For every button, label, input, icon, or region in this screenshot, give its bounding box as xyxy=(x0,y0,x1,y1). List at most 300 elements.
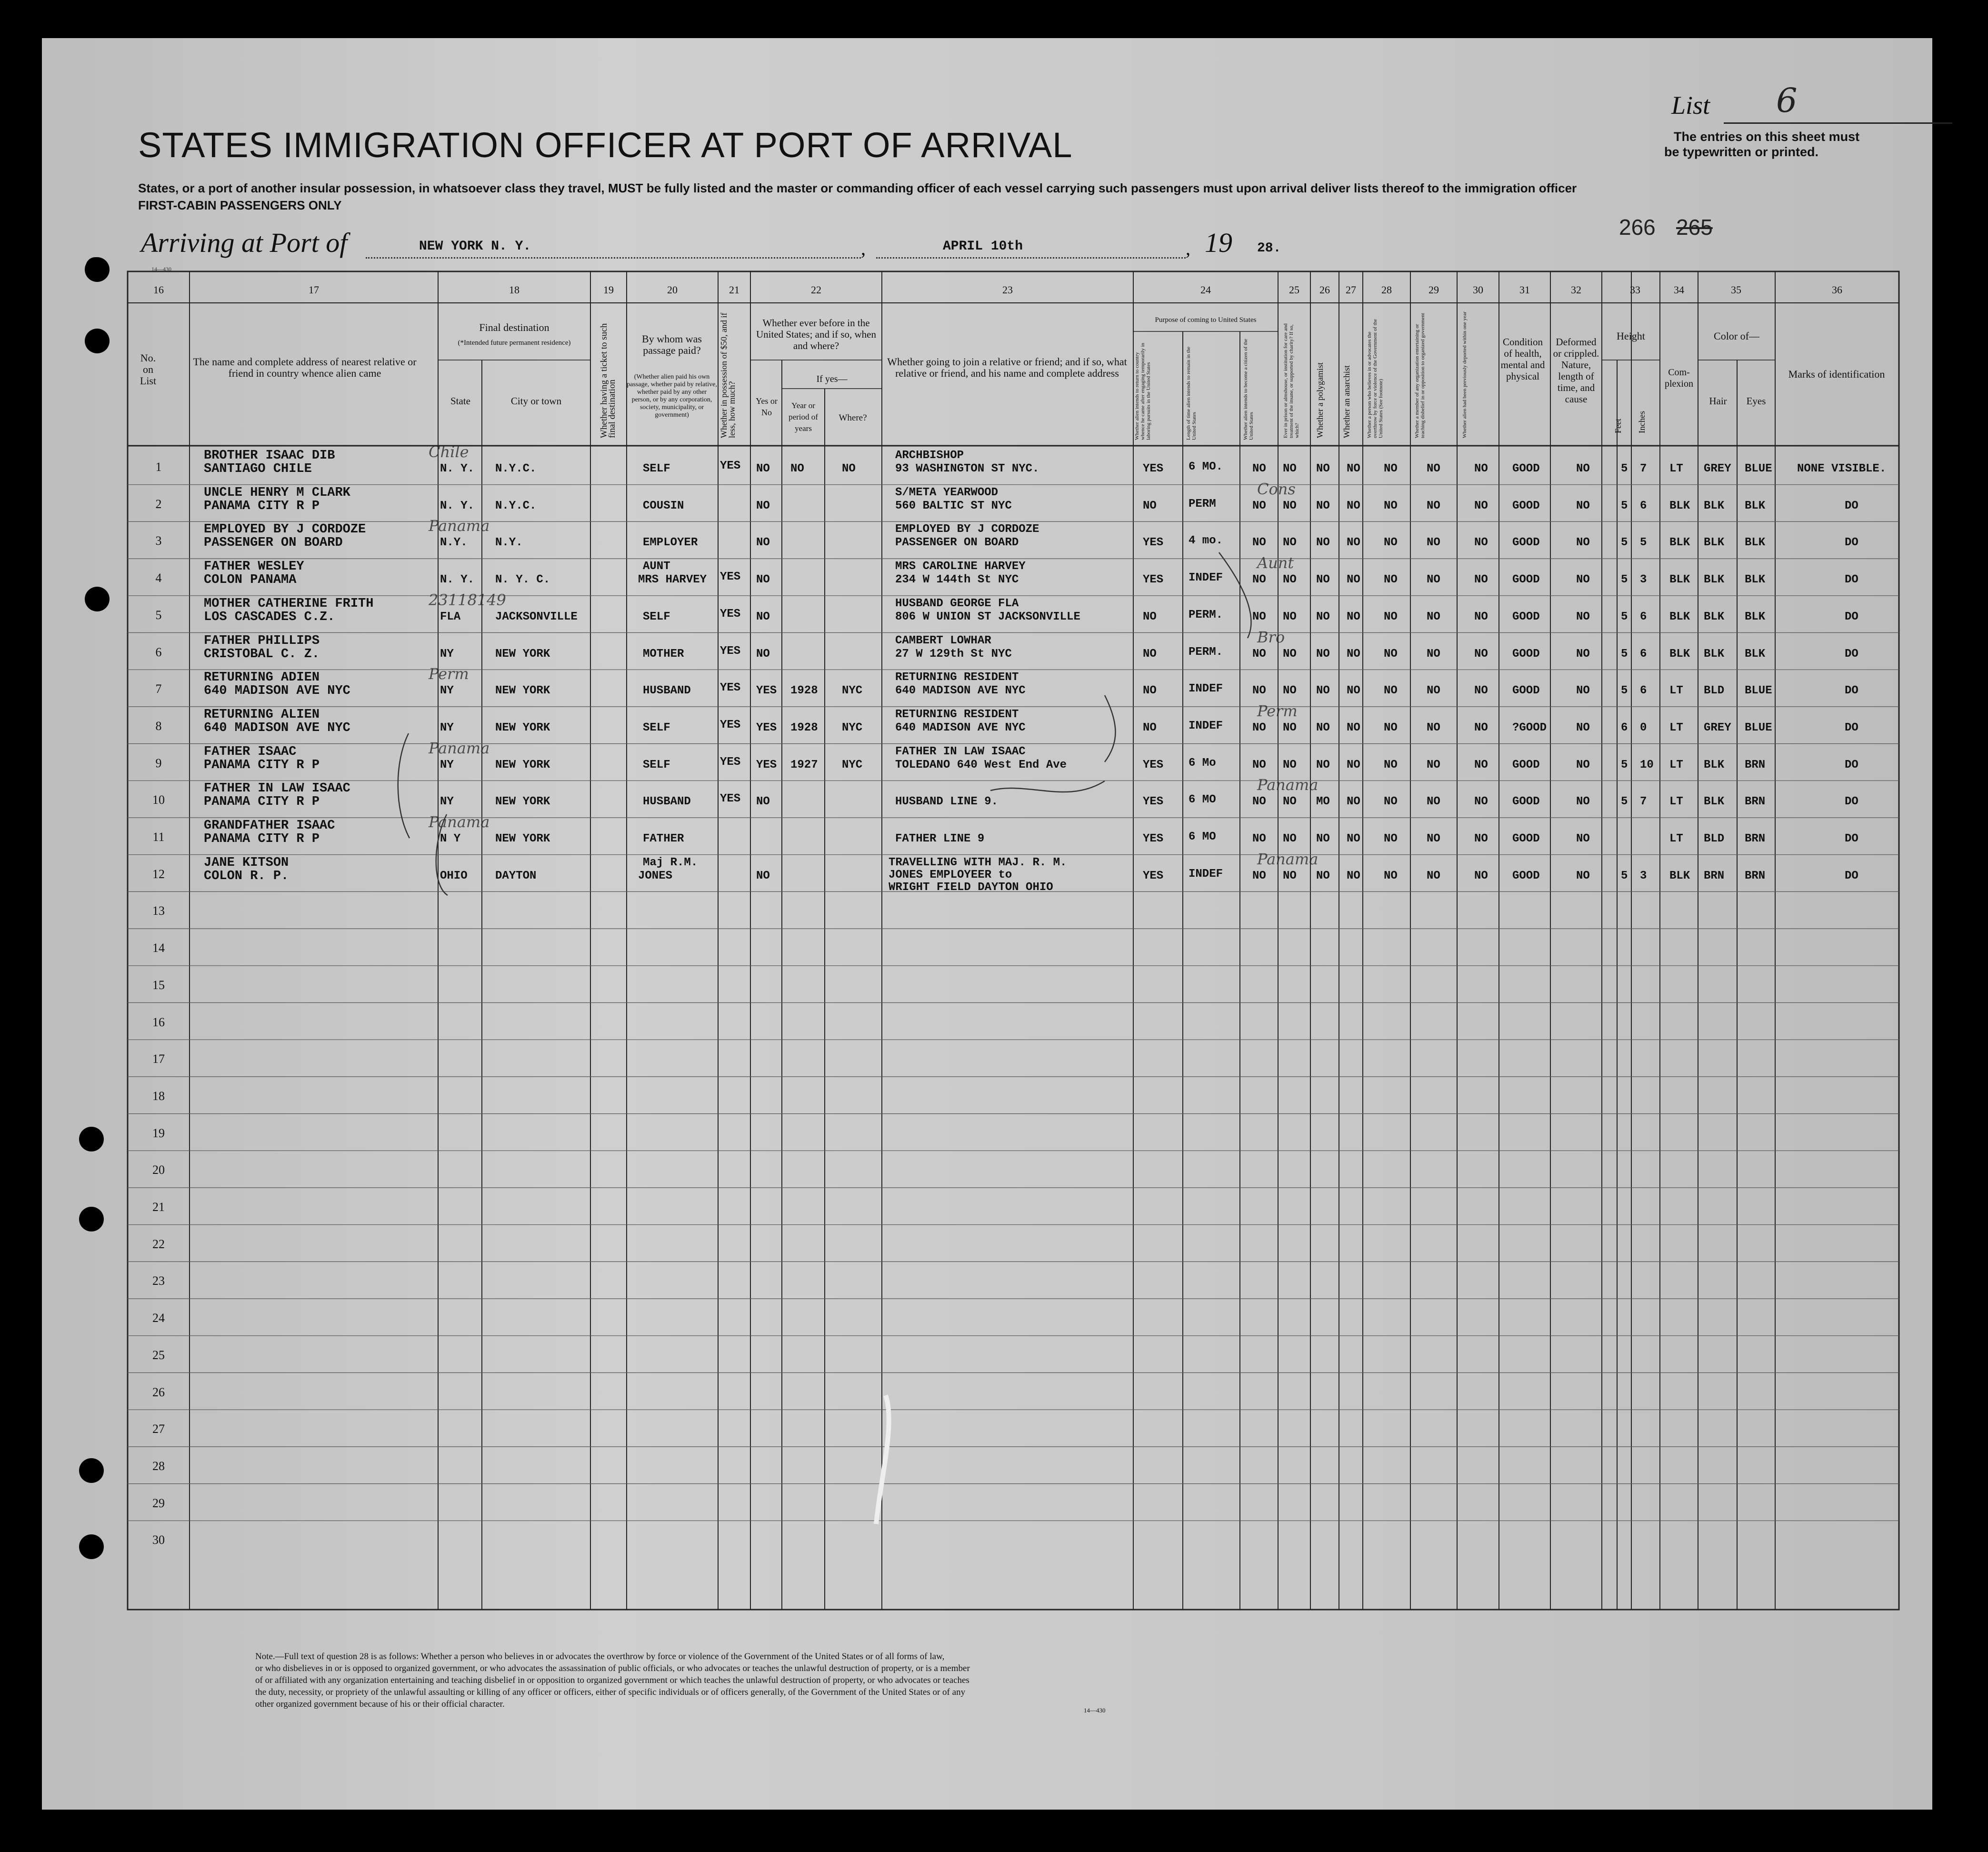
passage-paid-by: SELF xyxy=(643,610,670,623)
row-number: 27 xyxy=(152,1422,165,1436)
purpose-citizen: NO xyxy=(1252,499,1266,512)
hair-color: GREY xyxy=(1704,721,1731,734)
final-state: N. Y. xyxy=(440,573,475,587)
purpose-length: PERM. xyxy=(1189,645,1223,659)
identification-marks: DO xyxy=(1845,647,1858,661)
footnote-line: Note.—Full text of question 28 is as follows: Whether a person who believes in or advocates the overthrow by force or violence of the Government of the United States or of all forms of law, xyxy=(255,1652,945,1662)
passage-paid-by: SELF xyxy=(643,462,670,475)
passage-paid-by: SELF xyxy=(643,758,670,771)
purpose-return: YES xyxy=(1143,869,1164,882)
join-relative: RETURNING RESIDENT xyxy=(895,671,1019,684)
deported-answer: NO xyxy=(1474,721,1488,734)
typewritten-note-2: be typewritten or printed. xyxy=(1664,145,1819,159)
before-where: NYC xyxy=(842,684,863,698)
col-purpose-length: Length of time alien intends to remain in the United States xyxy=(1186,346,1197,440)
purpose-length: 6 MO xyxy=(1189,831,1216,843)
anarchist-answer: NO xyxy=(1347,462,1360,475)
complexion-value: LT xyxy=(1669,758,1683,771)
handwritten-stroke xyxy=(1219,552,1251,638)
join-address: 93 WASHINGTON ST NYC. xyxy=(895,462,1039,475)
col-polygamist: Whether a polygamist xyxy=(1315,362,1325,438)
year-prefix: 19 xyxy=(1205,227,1232,258)
purpose-return: NO xyxy=(1143,499,1157,512)
deported-answer: NO xyxy=(1474,462,1488,475)
hair-color: GREY xyxy=(1704,462,1731,475)
col-eyes: Eyes xyxy=(1746,395,1766,407)
anarchist-answer: NO xyxy=(1347,758,1360,771)
possession-50: YES xyxy=(720,460,741,472)
anarchist-answer: NO xyxy=(1347,795,1360,809)
handwritten-annotation: Bro xyxy=(1257,628,1285,646)
identification-marks: DO xyxy=(1845,573,1858,587)
join-address: 234 W 144th St NYC xyxy=(895,573,1019,587)
before-in-us: NO xyxy=(756,573,770,587)
height-inches: 5 xyxy=(1640,536,1647,550)
column-number: 19 xyxy=(603,284,614,296)
final-state: N. Y. xyxy=(440,499,475,512)
deformed-answer: NO xyxy=(1576,499,1590,512)
column-number: 36 xyxy=(1832,284,1842,296)
organization-answer: NO xyxy=(1427,684,1440,698)
col-anarchist: Whether an anarchist xyxy=(1342,365,1351,438)
organization-answer: NO xyxy=(1427,462,1440,475)
eye-color: BLK xyxy=(1745,647,1766,661)
passage-paid-by: SELF xyxy=(643,721,670,734)
column-number: 23 xyxy=(1002,284,1013,296)
deformed-answer: NO xyxy=(1576,462,1590,475)
arrival-port: NEW YORK N. Y. xyxy=(419,239,531,254)
overthrow-answer: NO xyxy=(1384,536,1398,550)
purpose-return: NO xyxy=(1143,610,1157,623)
final-city: N.Y.C. xyxy=(495,462,537,475)
height-feet: 5 xyxy=(1621,499,1628,512)
handwritten-annotation: Aunt xyxy=(1257,554,1294,572)
purpose-citizen: NO xyxy=(1252,758,1266,771)
complexion-value: LT xyxy=(1669,832,1683,845)
height-inches: 3 xyxy=(1640,869,1647,882)
final-city: NEW YORK xyxy=(495,684,550,698)
polygamist-answer: NO xyxy=(1316,462,1330,475)
purpose-length: INDEF xyxy=(1189,682,1223,696)
health-condition: GOOD xyxy=(1512,758,1540,771)
row-number: 30 xyxy=(152,1533,165,1547)
instructions-line-1: States, or a port of another insular possession, in whatsoever class they travel, MUST be fully listed and the master or commanding officer of each vessel carrying such passengers must upon arrival deliver lists thereof to the immigration officer xyxy=(138,181,1577,195)
column-number: 32 xyxy=(1571,284,1581,296)
row-number: 13 xyxy=(152,904,165,918)
organization-answer: NO xyxy=(1427,647,1440,661)
purpose-length: INDEF xyxy=(1189,867,1223,881)
prison-answer: NO xyxy=(1283,869,1297,882)
col-health: Condition of health, mental and physical xyxy=(1500,336,1545,382)
column-number: 28 xyxy=(1381,284,1392,296)
col-prison: Ever in prison or almshouse, or institution for care and treatment of the insane, or supported by charity? If so, which? xyxy=(1283,323,1300,438)
hair-color: BLD xyxy=(1704,832,1725,845)
purpose-return: YES xyxy=(1143,795,1164,809)
anarchist-answer: NO xyxy=(1347,721,1360,734)
page-title: STATES IMMIGRATION OFFICER AT PORT OF ARRIVAL xyxy=(138,125,1073,165)
deformed-answer: NO xyxy=(1576,795,1590,809)
final-city: N.Y.C. xyxy=(495,499,537,512)
complexion-value: BLK xyxy=(1669,536,1690,550)
handwritten-annotation: Panama xyxy=(1257,850,1319,868)
height-feet: 5 xyxy=(1621,610,1628,623)
col-inches: Inches xyxy=(1637,411,1647,433)
relative-name: RETURNING ADIEN xyxy=(204,671,320,685)
before-year: NO xyxy=(790,462,804,475)
height-feet: 5 xyxy=(1621,536,1628,550)
row-number: 14 xyxy=(152,941,165,955)
eye-color: BLUE xyxy=(1745,721,1772,734)
relative-address: COLON R. P. xyxy=(204,869,289,883)
possession-50: YES xyxy=(720,571,741,584)
final-state: NY xyxy=(440,758,454,771)
col-yes-no: Yes or No xyxy=(756,396,778,417)
row-number: 18 xyxy=(152,1089,165,1103)
overthrow-answer: NO xyxy=(1384,647,1398,661)
join-relative: CAMBERT LOWHAR xyxy=(895,634,991,647)
col-ticket: Whether having a ticket to such final destination xyxy=(599,323,617,438)
complexion-value: LT xyxy=(1669,684,1683,698)
col-before-us: Whether ever before in the United States; and if so, when and where? xyxy=(756,317,876,351)
row-number: 5 xyxy=(155,608,162,622)
join-relative: FATHER LINE 9 xyxy=(895,832,985,845)
overthrow-answer: NO xyxy=(1384,758,1398,771)
final-city: NEW YORK xyxy=(495,647,550,661)
handwritten-annotation: Panama xyxy=(1257,776,1319,794)
deformed-answer: NO xyxy=(1576,869,1590,882)
deported-answer: NO xyxy=(1474,536,1488,550)
col-state: State xyxy=(450,395,470,407)
col-passage: By whom was passage paid? xyxy=(642,333,702,356)
before-in-us: NO xyxy=(756,647,770,661)
health-condition: GOOD xyxy=(1512,647,1540,661)
height-feet: 5 xyxy=(1621,684,1628,698)
column-number: 24 xyxy=(1200,284,1211,296)
row-number: 24 xyxy=(152,1311,165,1325)
passage-paid-by-name: MRS HARVEY xyxy=(638,573,707,587)
relative-name: RETURNING ALIEN xyxy=(204,707,320,722)
passage-paid-by: HUSBAND xyxy=(643,795,691,809)
hair-color: BLD xyxy=(1704,684,1725,698)
relative-name: JANE KITSON xyxy=(204,855,289,870)
prison-answer: NO xyxy=(1283,758,1297,771)
join-relative: FATHER IN LAW ISAAC xyxy=(895,745,1026,758)
col-where: Where? xyxy=(839,413,867,423)
hair-color: BLK xyxy=(1704,610,1725,623)
height-inches: 7 xyxy=(1640,795,1647,809)
purpose-return: NO xyxy=(1143,647,1157,661)
overthrow-answer: NO xyxy=(1384,462,1398,475)
purpose-length: INDEF xyxy=(1189,719,1223,732)
column-number: 29 xyxy=(1429,284,1439,296)
join-address: PASSENGER ON BOARD xyxy=(895,536,1019,550)
hair-color: BLK xyxy=(1704,795,1725,809)
hair-color: BLK xyxy=(1704,758,1725,771)
row-number: 20 xyxy=(152,1163,165,1177)
polygamist-answer: NO xyxy=(1316,573,1330,587)
purpose-length: 6 MO. xyxy=(1189,460,1223,473)
anarchist-answer: NO xyxy=(1347,499,1360,512)
purpose-return: YES xyxy=(1143,462,1164,475)
health-condition: GOOD xyxy=(1512,869,1540,882)
prison-answer: NO xyxy=(1283,499,1297,512)
anarchist-answer: NO xyxy=(1347,684,1360,698)
organization-answer: NO xyxy=(1427,499,1440,512)
relative-address: PANAMA CITY R P xyxy=(204,795,320,810)
column-number: 27 xyxy=(1346,284,1356,296)
purpose-length: 6 MO xyxy=(1189,793,1216,807)
relative-address: LOS CASCADES C.Z. xyxy=(204,610,335,624)
relative-address: PANAMA CITY R P xyxy=(204,499,320,513)
height-inches: 0 xyxy=(1640,721,1647,734)
polygamist-answer: NO xyxy=(1316,869,1330,882)
join-relative: RETURNING RESIDENT xyxy=(895,708,1019,721)
before-in-us: NO xyxy=(756,610,770,623)
identification-marks: DO xyxy=(1845,869,1858,882)
relative-address: 640 MADISON AVE NYC xyxy=(204,721,350,735)
final-state: NY xyxy=(440,795,454,809)
eye-color: BLK xyxy=(1745,573,1766,587)
passage-paid-by: MOTHER xyxy=(643,647,684,661)
row-number: 8 xyxy=(155,719,162,733)
col-overthrow: Whether a person who believes in or advocates the overthrow by force or violence of the Government of the United States (See footnote) xyxy=(1367,319,1384,438)
join-address: 27 W 129th St NYC xyxy=(895,647,1012,661)
deported-answer: NO xyxy=(1474,573,1488,587)
passage-paid-by: HUSBAND xyxy=(643,684,691,698)
before-where: NYC xyxy=(842,758,863,771)
purpose-return: NO xyxy=(1143,721,1157,734)
row-number: 1 xyxy=(155,460,162,474)
overthrow-answer: NO xyxy=(1384,721,1398,734)
row-number: 10 xyxy=(152,793,165,807)
passage-paid-by-name: JONES xyxy=(638,869,673,882)
final-city: JACKSONVILLE xyxy=(495,610,578,623)
relative-name: BROTHER ISAAC DIB xyxy=(204,449,335,463)
complexion-value: LT xyxy=(1669,462,1683,475)
possession-50: YES xyxy=(720,644,741,658)
polygamist-answer: NO xyxy=(1316,721,1330,734)
polygamist-answer: NO xyxy=(1316,758,1330,771)
deported-answer: NO xyxy=(1474,795,1488,809)
polygamist-answer: NO xyxy=(1316,832,1330,845)
overthrow-answer: NO xyxy=(1384,832,1398,845)
deported-answer: NO xyxy=(1474,832,1488,845)
identification-marks: DO xyxy=(1845,721,1858,734)
col-purpose-citizen: Whether alien intends to become a citizen of the United States xyxy=(1243,339,1254,440)
handwritten-annotation: Chile xyxy=(429,443,469,461)
overthrow-answer: NO xyxy=(1384,573,1398,587)
deported-answer: NO xyxy=(1474,610,1488,623)
height-inches: 6 xyxy=(1640,647,1647,661)
row-number: 25 xyxy=(152,1348,165,1362)
join-address: 806 W UNION ST JACKSONVILLE xyxy=(895,610,1080,623)
eye-color: BLK xyxy=(1745,499,1766,512)
purpose-return: YES xyxy=(1143,832,1164,845)
anarchist-answer: NO xyxy=(1347,832,1360,845)
column-number: 30 xyxy=(1473,284,1483,296)
join-relative: EMPLOYED BY J CORDOZE xyxy=(895,523,1039,536)
deformed-answer: NO xyxy=(1576,647,1590,661)
handwritten-bracket xyxy=(1105,695,1116,762)
height-feet: 5 xyxy=(1621,462,1628,475)
row-number: 26 xyxy=(152,1385,165,1399)
final-city: NEW YORK xyxy=(495,795,550,809)
eye-color: BLK xyxy=(1745,536,1766,550)
handwritten-annotation: Cons xyxy=(1257,480,1296,498)
purpose-citizen: NO xyxy=(1252,610,1266,623)
footnote xyxy=(255,1651,1208,1710)
instructions-line-2: FIRST-CABIN PASSENGERS ONLY xyxy=(138,198,342,212)
col-deformed: Deformed or crippled. Nature, length of time, and cause xyxy=(1553,336,1599,405)
relative-address: PASSENGER ON BOARD xyxy=(204,536,343,551)
identification-marks: DO xyxy=(1845,832,1858,845)
col-passage-note: (Whether alien paid his own passage, whether paid by relative, whether paid by any other person, or by any corporation, society, municipality, or government) xyxy=(627,373,717,419)
overthrow-answer: NO xyxy=(1384,869,1398,882)
overthrow-answer: NO xyxy=(1384,684,1398,698)
prison-answer: NO xyxy=(1283,462,1297,475)
final-city: DAYTON xyxy=(495,869,537,882)
polygamist-answer: NO xyxy=(1316,536,1330,550)
identification-marks: NONE VISIBLE. xyxy=(1797,462,1887,475)
col-if-yes: If yes— xyxy=(816,374,848,384)
comma: , xyxy=(861,238,866,259)
final-city: N.Y. xyxy=(495,536,523,550)
eye-color: BLUE xyxy=(1745,462,1772,475)
col-hair: Hair xyxy=(1709,395,1727,407)
overthrow-answer: NO xyxy=(1384,499,1398,512)
possession-50: YES xyxy=(720,681,741,695)
col-join: Whether going to join a relative or friend; and if so, what relative or friend, and his name and complete address xyxy=(887,356,1127,379)
eye-color: BRN xyxy=(1745,869,1766,882)
row-number: 7 xyxy=(155,682,162,696)
purpose-citizen: NO xyxy=(1252,832,1266,845)
col-purpose: Purpose of coming to United States xyxy=(1155,316,1257,324)
passage-paid-by: EMPLOYER xyxy=(643,536,698,550)
join-relative: MRS CAROLINE HARVEY xyxy=(895,560,1026,573)
final-state: NY xyxy=(440,684,454,698)
row-number: 15 xyxy=(152,978,165,992)
organization-answer: NO xyxy=(1427,721,1440,734)
organization-answer: NO xyxy=(1427,758,1440,771)
col-no-on-list: No. on List xyxy=(140,352,157,387)
column-number: 22 xyxy=(811,284,821,296)
purpose-length: PERM xyxy=(1189,497,1216,511)
before-in-us: NO xyxy=(756,795,770,809)
row-number: 4 xyxy=(155,571,162,585)
deported-answer: NO xyxy=(1474,869,1488,882)
footnote-line: or who disbelieves in or is opposed to organized government, or who advocates the assassination of public officials, or who advocates or teaches the unlawful destruction of property, or is a member xyxy=(255,1663,970,1673)
column-number: 35 xyxy=(1731,284,1741,296)
passage-paid-by: Maj R.M. xyxy=(643,856,698,869)
join-address: JONES EMPLOYEER to xyxy=(889,868,1012,881)
col-feet: Feet xyxy=(1613,419,1623,433)
eye-color: BRN xyxy=(1745,832,1766,845)
deported-answer: NO xyxy=(1474,684,1488,698)
anarchist-answer: NO xyxy=(1347,610,1360,623)
deformed-answer: NO xyxy=(1576,758,1590,771)
relative-address: COLON PANAMA xyxy=(204,573,297,588)
eye-color: BLUE xyxy=(1745,684,1772,698)
handwritten-annotation: Panama xyxy=(429,739,490,757)
height-inches: 6 xyxy=(1640,684,1647,698)
footnote-line: of or affiliated with any organization entertaining and teaching disbelief in or opposition to organized government or which teaches the unlawful destruction of property, or who advocates or teaches xyxy=(255,1675,969,1685)
join-address: 560 BALTIC ST NYC xyxy=(895,499,1012,512)
prison-answer: NO xyxy=(1283,647,1297,661)
before-in-us: YES xyxy=(756,758,777,771)
health-condition: GOOD xyxy=(1512,573,1540,587)
final-state: N Y xyxy=(440,832,461,845)
complexion-value: BLK xyxy=(1669,610,1690,623)
anarchist-answer: NO xyxy=(1347,869,1360,882)
height-inches: 7 xyxy=(1640,462,1647,475)
col-final-dest: Final destination xyxy=(479,321,549,333)
col-final-dest-note: (*Intended future permanent residence) xyxy=(458,339,571,347)
health-condition: ?GOOD xyxy=(1512,721,1547,734)
complexion-value: BLK xyxy=(1669,647,1690,661)
relative-address: CRISTOBAL C. Z. xyxy=(204,647,320,661)
handwritten-curve xyxy=(990,781,1105,792)
row-number: 28 xyxy=(152,1459,165,1473)
purpose-citizen: NO xyxy=(1252,573,1266,587)
row-number: 16 xyxy=(152,1015,165,1029)
before-year: 1928 xyxy=(790,684,818,698)
relative-name: FATHER WESLEY xyxy=(204,560,304,574)
relative-address: 640 MADISON AVE NYC xyxy=(204,684,350,699)
purpose-return: YES xyxy=(1143,573,1164,587)
overthrow-answer: NO xyxy=(1384,795,1398,809)
column-number: 16 xyxy=(153,284,164,296)
relative-name: EMPLOYED BY J CORDOZE xyxy=(204,522,366,537)
row-number: 12 xyxy=(152,867,165,881)
purpose-citizen: NO xyxy=(1252,684,1266,698)
col-complexion: Com- plexion xyxy=(1665,367,1693,389)
before-in-us: YES xyxy=(756,684,777,698)
relative-name: MOTHER CATHERINE FRITH xyxy=(204,596,374,611)
height-feet: 5 xyxy=(1621,647,1628,661)
hair-color: BLK xyxy=(1704,573,1725,587)
column-number: 31 xyxy=(1519,284,1530,296)
hair-color: BLK xyxy=(1704,499,1725,512)
handwritten-annotation: Panama xyxy=(429,517,490,535)
polygamist-answer: MO xyxy=(1316,795,1330,809)
identification-marks: DO xyxy=(1845,684,1858,698)
column-number: 20 xyxy=(667,284,678,296)
height-inches: 6 xyxy=(1640,499,1647,512)
handwritten-annotation: 23118149 xyxy=(429,591,506,609)
column-number: 34 xyxy=(1674,284,1684,296)
purpose-length: PERM. xyxy=(1189,608,1223,621)
footnote-line: other organized government because of his or their official character. xyxy=(255,1699,505,1709)
join-address: TOLEDANO 640 West End Ave xyxy=(895,758,1067,771)
row-number: 9 xyxy=(155,756,162,770)
organization-answer: NO xyxy=(1427,795,1440,809)
eye-color: BRN xyxy=(1745,795,1766,809)
organization-answer: NO xyxy=(1427,832,1440,845)
arriving-label: Arriving at Port of xyxy=(141,227,348,258)
row-number: 21 xyxy=(152,1200,165,1214)
join-address: 640 MADISON AVE NYC xyxy=(895,684,1026,698)
height-inches: 6 xyxy=(1640,610,1647,623)
prison-answer: NO xyxy=(1283,684,1297,698)
final-city: N. Y. C. xyxy=(495,573,550,587)
overthrow-answer: NO xyxy=(1384,610,1398,623)
before-in-us: YES xyxy=(756,721,777,734)
final-state: NY xyxy=(440,721,454,734)
year-suffix: 28. xyxy=(1257,241,1281,256)
prison-answer: NO xyxy=(1283,610,1297,623)
final-city: NEW YORK xyxy=(495,832,550,845)
col-marks: Marks of identification xyxy=(1788,368,1885,380)
